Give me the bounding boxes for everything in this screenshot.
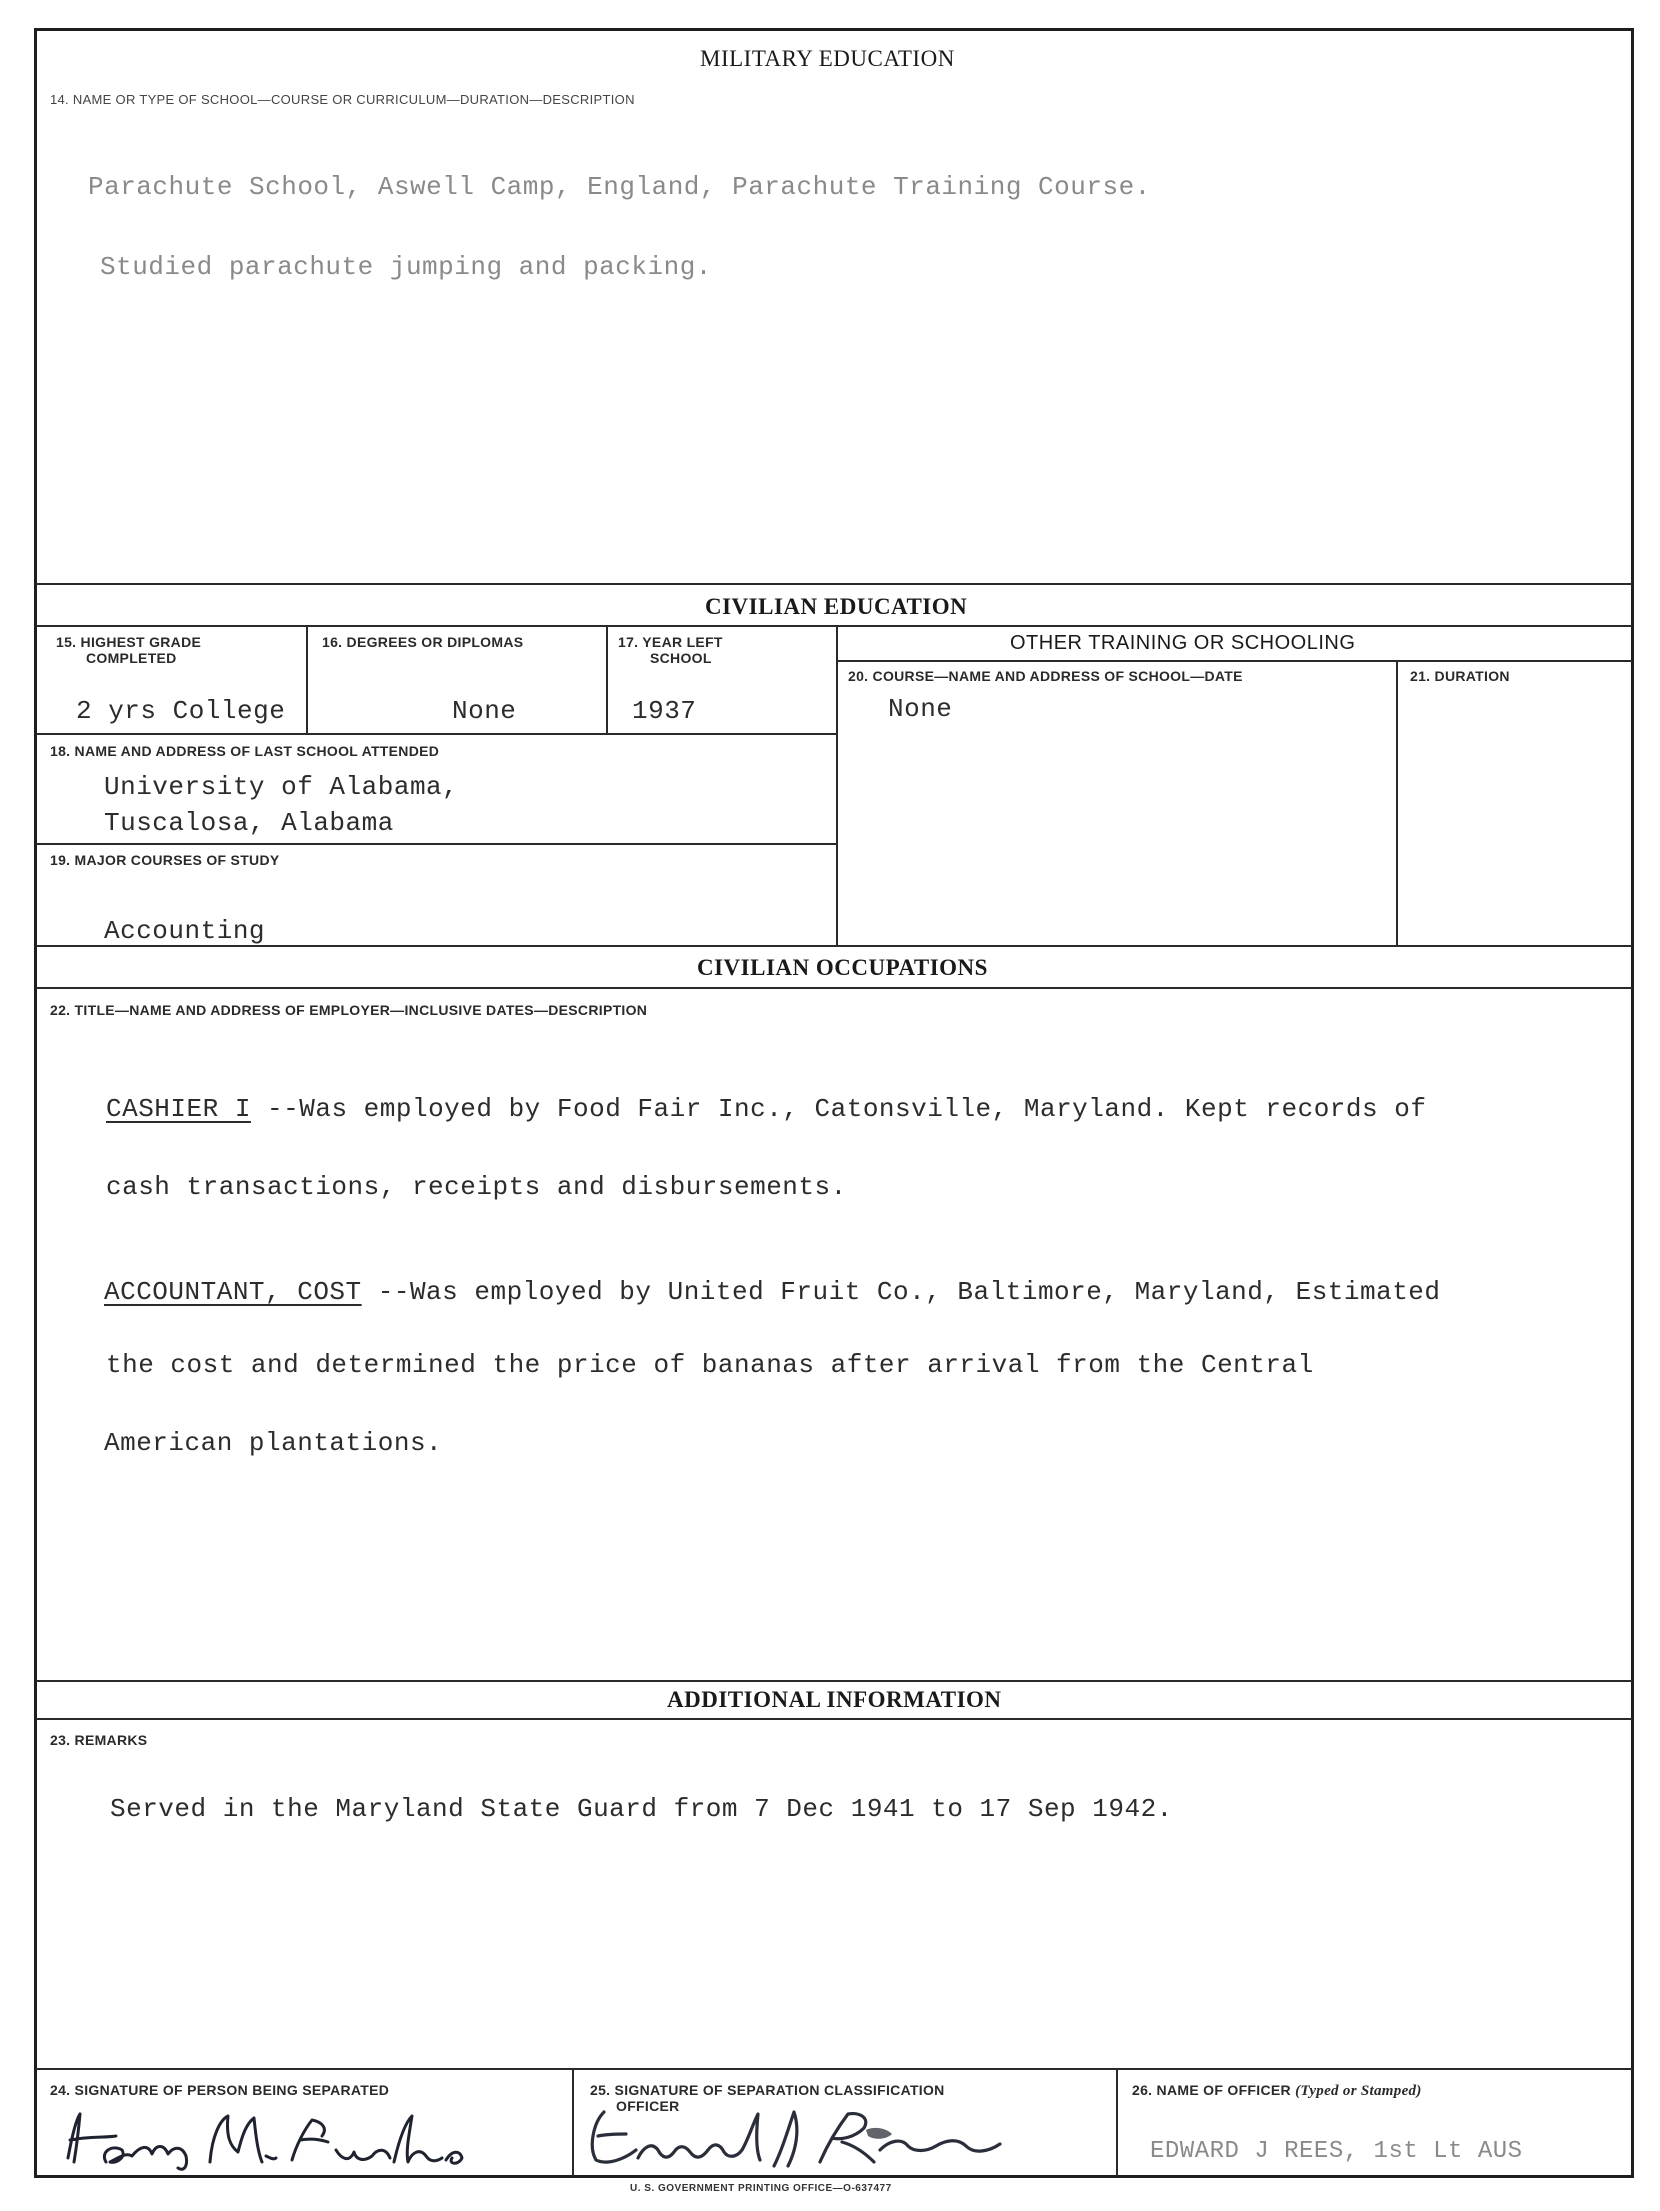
military-education-line1: Parachute School, Aswell Camp, England, Parachute Training Course. xyxy=(88,172,1151,202)
civilian-occupations-title: CIVILIAN OCCUPATIONS xyxy=(697,955,988,980)
civilian-education-sub-rule xyxy=(36,625,1632,627)
divider-16-17 xyxy=(606,625,608,733)
field26-label-text: 26. NAME OF OFFICER xyxy=(1132,2082,1291,2098)
additional-information-sub-rule xyxy=(36,1718,1632,1720)
row-rule-18 xyxy=(36,733,836,735)
field19-label: 19. MAJOR COURSES OF STUDY xyxy=(50,852,280,868)
divider-25-26 xyxy=(1116,2068,1118,2176)
divider-education-other xyxy=(836,625,838,945)
divider-20-21 xyxy=(1396,660,1398,945)
divider-15-16 xyxy=(306,625,308,733)
additional-information-title: ADDITIONAL INFORMATION xyxy=(667,1687,1002,1712)
civilian-occupations-sub-rule xyxy=(36,987,1632,989)
field26-value: EDWARD J REES, 1st Lt AUS xyxy=(1150,2138,1523,2165)
field22-label: 22. TITLE—NAME AND ADDRESS OF EMPLOYER—INCLUSIVE DATES—DESCRIPTION xyxy=(50,1002,648,1018)
civilian-occupations-top-rule xyxy=(36,945,1632,947)
field26-label-italic: (Typed or Stamped) xyxy=(1295,2083,1422,2099)
military-education-title: MILITARY EDUCATION xyxy=(700,46,955,71)
field14-label: 14. NAME OR TYPE OF SCHOOL—COURSE OR CURRICULUM—DURATION—DESCRIPTION xyxy=(50,92,635,107)
job1-text: --Was employed by Food Fair Inc., Catonsville, Maryland. Kept records of xyxy=(250,1094,1427,1124)
row-rule-19 xyxy=(36,843,836,845)
field25-label-2: OFFICER xyxy=(616,2098,680,2114)
other-training-title: OTHER TRAINING OR SCHOOLING xyxy=(1010,632,1356,654)
remarks-text: Served in the Maryland State Guard from 7 Dec 1941 to 17 Sep 1942. xyxy=(110,1794,1173,1824)
civilian-education-title: CIVILIAN EDUCATION xyxy=(705,594,968,619)
civilian-education-top-rule xyxy=(36,583,1632,585)
military-education-line2: Studied parachute jumping and packing. xyxy=(100,252,712,282)
job2-line3: American plantations. xyxy=(104,1428,443,1458)
field17-label-2: SCHOOL xyxy=(650,650,712,666)
job2-text: --Was employed by United Fruit Co., Baltimore, Maryland, Estimated xyxy=(361,1277,1441,1307)
field17-value: 1937 xyxy=(632,696,697,726)
job2-line2: the cost and determined the price of bananas after arrival from the Central xyxy=(106,1350,1314,1380)
other-training-sub-rule xyxy=(836,660,1632,662)
job2-line1 xyxy=(104,1277,1441,1307)
field18-line1: University of Alabama, xyxy=(104,772,459,802)
field17-label-1: 17. YEAR LEFT xyxy=(618,634,723,650)
field21-label: 21. DURATION xyxy=(1410,668,1510,684)
signatures-top-rule xyxy=(36,2068,1632,2070)
field24-label: 24. SIGNATURE OF PERSON BEING SEPARATED xyxy=(50,2082,390,2098)
field25-label-1: 25. SIGNATURE OF SEPARATION CLASSIFICATION xyxy=(590,2082,945,2098)
field15-value: 2 yrs College xyxy=(76,696,286,726)
field15-label-2: COMPLETED xyxy=(86,650,177,666)
field26-label xyxy=(1132,2082,1422,2099)
job1-line1 xyxy=(106,1094,1426,1124)
signature-classification-officer xyxy=(574,2100,1114,2172)
field23-label: 23. REMARKS xyxy=(50,1732,148,1748)
job1-title: CASHIER I xyxy=(106,1094,251,1124)
field15-label-1: 15. HIGHEST GRADE xyxy=(56,634,202,650)
field18-line2: Tuscalosa, Alabama xyxy=(104,808,394,838)
gpo-imprint: U. S. GOVERNMENT PRINTING OFFICE—O-637477 xyxy=(630,2183,892,2194)
field16-label: 16. DEGREES OR DIPLOMAS xyxy=(322,634,524,650)
field20-label: 20. COURSE—NAME AND ADDRESS OF SCHOOL—DATE xyxy=(848,668,1243,684)
signature-person-separated xyxy=(60,2106,540,2172)
field20-value: None xyxy=(888,694,953,724)
job1-line2: cash transactions, receipts and disbursements. xyxy=(106,1172,847,1202)
job2-title: ACCOUNTANT, COST xyxy=(104,1277,362,1307)
additional-information-top-rule xyxy=(36,1680,1632,1682)
field16-value: None xyxy=(452,696,517,726)
field19-value: Accounting xyxy=(104,916,266,946)
field18-label: 18. NAME AND ADDRESS OF LAST SCHOOL ATTENDED xyxy=(50,743,440,759)
